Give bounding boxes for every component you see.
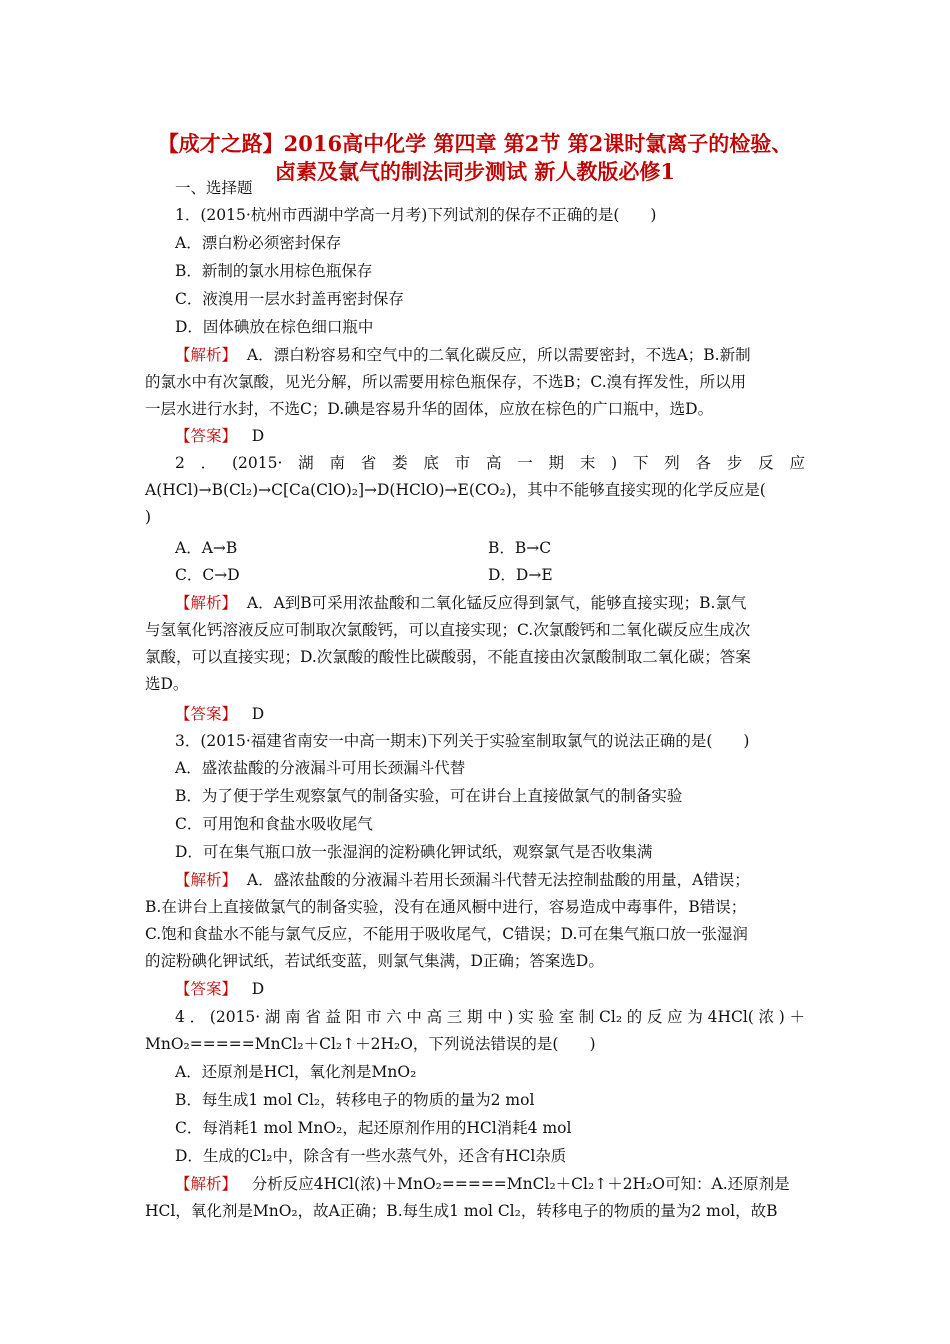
q1-analysis-line-3: 一层水进行水封，不选C；D.碘是容易升华的固体，应放在棕色的广口瓶中，选D。 [145, 400, 714, 418]
q1-analysis-line-2: 的氯水中有次氯酸，见光分解，所以需要用棕色瓶保存，不选B；C.溴有挥发性，所以用 [145, 373, 747, 391]
analysis-label: 【解析】 [175, 871, 238, 889]
doc-title-line-2: 卤素及氯气的制法同步测试 新人教版必修1 [275, 159, 675, 184]
q1-option-d: D．固体碘放在棕色细口瓶中 [175, 318, 374, 336]
q2-analysis-line-4: 选D。 [145, 675, 189, 693]
q1-stem: 1．(2015·杭州市西湖中学高一月考)下列试剂的保存不正确的是( ) [175, 206, 657, 224]
q2-option-c: C．C→D [175, 566, 240, 584]
q3-stem: 3．(2015·福建省南安一中高一期末)下列关于实验室制取氯气的说法正确的是( ) [175, 732, 750, 750]
q4-option-d: D．生成的Cl₂中，除含有一些水蒸气外，还含有HCl杂质 [175, 1147, 567, 1165]
q1-option-a: A．漂白粉必须密封保存 [175, 234, 342, 252]
q2-stem-line-2: A(HCl)→B(Cl₂)→C[Ca(ClO)₂]→D(HClO)→E(CO₂)，其中不能够直接实现的化学反应是( [145, 481, 766, 499]
q1-analysis-line-1: 【解析】 A．漂白粉容易和空气中的二氧化碳反应，所以需要密封，不选A；B.新制 [175, 346, 751, 364]
q2-analysis-line-1: 【解析】 A．A到B可采用浓盐酸和二氧化锰反应得到氯气，能够直接实现；B.氯气 [175, 594, 747, 612]
q3-analysis-line-2: B.在讲台上直接做氯气的制备实验，没有在通风橱中进行，容易造成中毒事件，B错误； [145, 898, 747, 916]
analysis-label: 【解析】 [175, 594, 238, 612]
q4-stem-line-1: 4．(2015·湖南省益阳市六中高三期中)实验室制Cl₂的反应为4HCl(浓)＋ [175, 1008, 805, 1026]
q3-option-c: C．可用饱和食盐水吸收尾气 [175, 815, 373, 833]
q3-option-a: A．盛浓盐酸的分液漏斗可用长颈漏斗代替 [175, 759, 466, 777]
q4-option-c: C．每消耗1 mol MnO₂，起还原剂作用的HCl消耗4 mol [175, 1119, 572, 1137]
doc-title-line-1: 【成才之路】2016高中化学 第四章 第2节 第2课时氯离子的检验、 [157, 131, 793, 156]
answer-label: 【答案】 [175, 705, 238, 723]
q2-option-a: A．A→B [175, 539, 238, 557]
q1-answer: 【答案】 D [175, 427, 265, 445]
q1-option-c: C．液溴用一层水封盖再密封保存 [175, 290, 404, 308]
q4-stem-line-2: MnO₂=====MnCl₂＋Cl₂↑＋2H₂O，下列说法错误的是( ) [145, 1035, 596, 1053]
q3-analysis-line-4: 的淀粉碘化钾试纸，若试纸变蓝，则氯气集满，D正确；答案选D。 [145, 952, 604, 970]
section-heading: 一、选择题 [175, 179, 253, 197]
q4-option-b: B．每生成1 mol Cl₂，转移电子的物质的量为2 mol [175, 1091, 535, 1109]
q1-option-b: B．新制的氯水用棕色瓶保存 [175, 262, 373, 280]
analysis-label: 【解析】 [175, 1175, 238, 1193]
q2-analysis-line-3: 氯酸，可以直接实现；D.次氯酸的酸性比碳酸弱，不能直接由次氯酸制取二氧化碳；答案 [145, 648, 751, 666]
q2-stem-line-1: 2．(2015·湖南省娄底市高一期末)下列各步反应 [175, 454, 805, 472]
q2-option-b: B．B→C [488, 539, 552, 557]
q2-answer: 【答案】 D [175, 705, 265, 723]
q4-analysis-line-2: HCl，氧化剂是MnO₂，故A正确；B.每生成1 mol Cl₂，转移电子的物质的量为2 mol，故B [145, 1202, 778, 1220]
q4-option-a: A．还原剂是HCl，氧化剂是MnO₂ [175, 1063, 417, 1081]
answer-label: 【答案】 [175, 980, 238, 998]
q2-analysis-line-2: 与氢氧化钙溶液反应可制取次氯酸钙，可以直接实现；C.次氯酸钙和二氧化碳反应生成次 [145, 621, 751, 639]
q3-analysis-line-3: C.饱和食盐水不能与氯气反应，不能用于吸收尾气，C错误；D.可在集气瓶口放一张湿润 [145, 925, 748, 943]
q3-analysis-line-1: 【解析】 A．盛浓盐酸的分液漏斗若用长颈漏斗代替无法控制盐酸的用量，A错误； [175, 871, 750, 889]
answer-label: 【答案】 [175, 427, 238, 445]
q3-answer: 【答案】 D [175, 980, 265, 998]
q2-stem-line-3: ) [145, 508, 152, 526]
q2-option-d: D．D→E [488, 566, 553, 584]
q3-option-b: B．为了便于学生观察氯气的制备实验，可在讲台上直接做氯气的制备实验 [175, 787, 683, 805]
q3-option-d: D．可在集气瓶口放一张湿润的淀粉碘化钾试纸，观察氯气是否收集满 [175, 843, 653, 861]
q4-analysis-line-1: 【解析】 分析反应4HCl(浓)＋MnO₂=====MnCl₂＋Cl₂↑＋2H₂O可知：A.还原剂是 [175, 1175, 790, 1193]
analysis-label: 【解析】 [175, 346, 238, 364]
